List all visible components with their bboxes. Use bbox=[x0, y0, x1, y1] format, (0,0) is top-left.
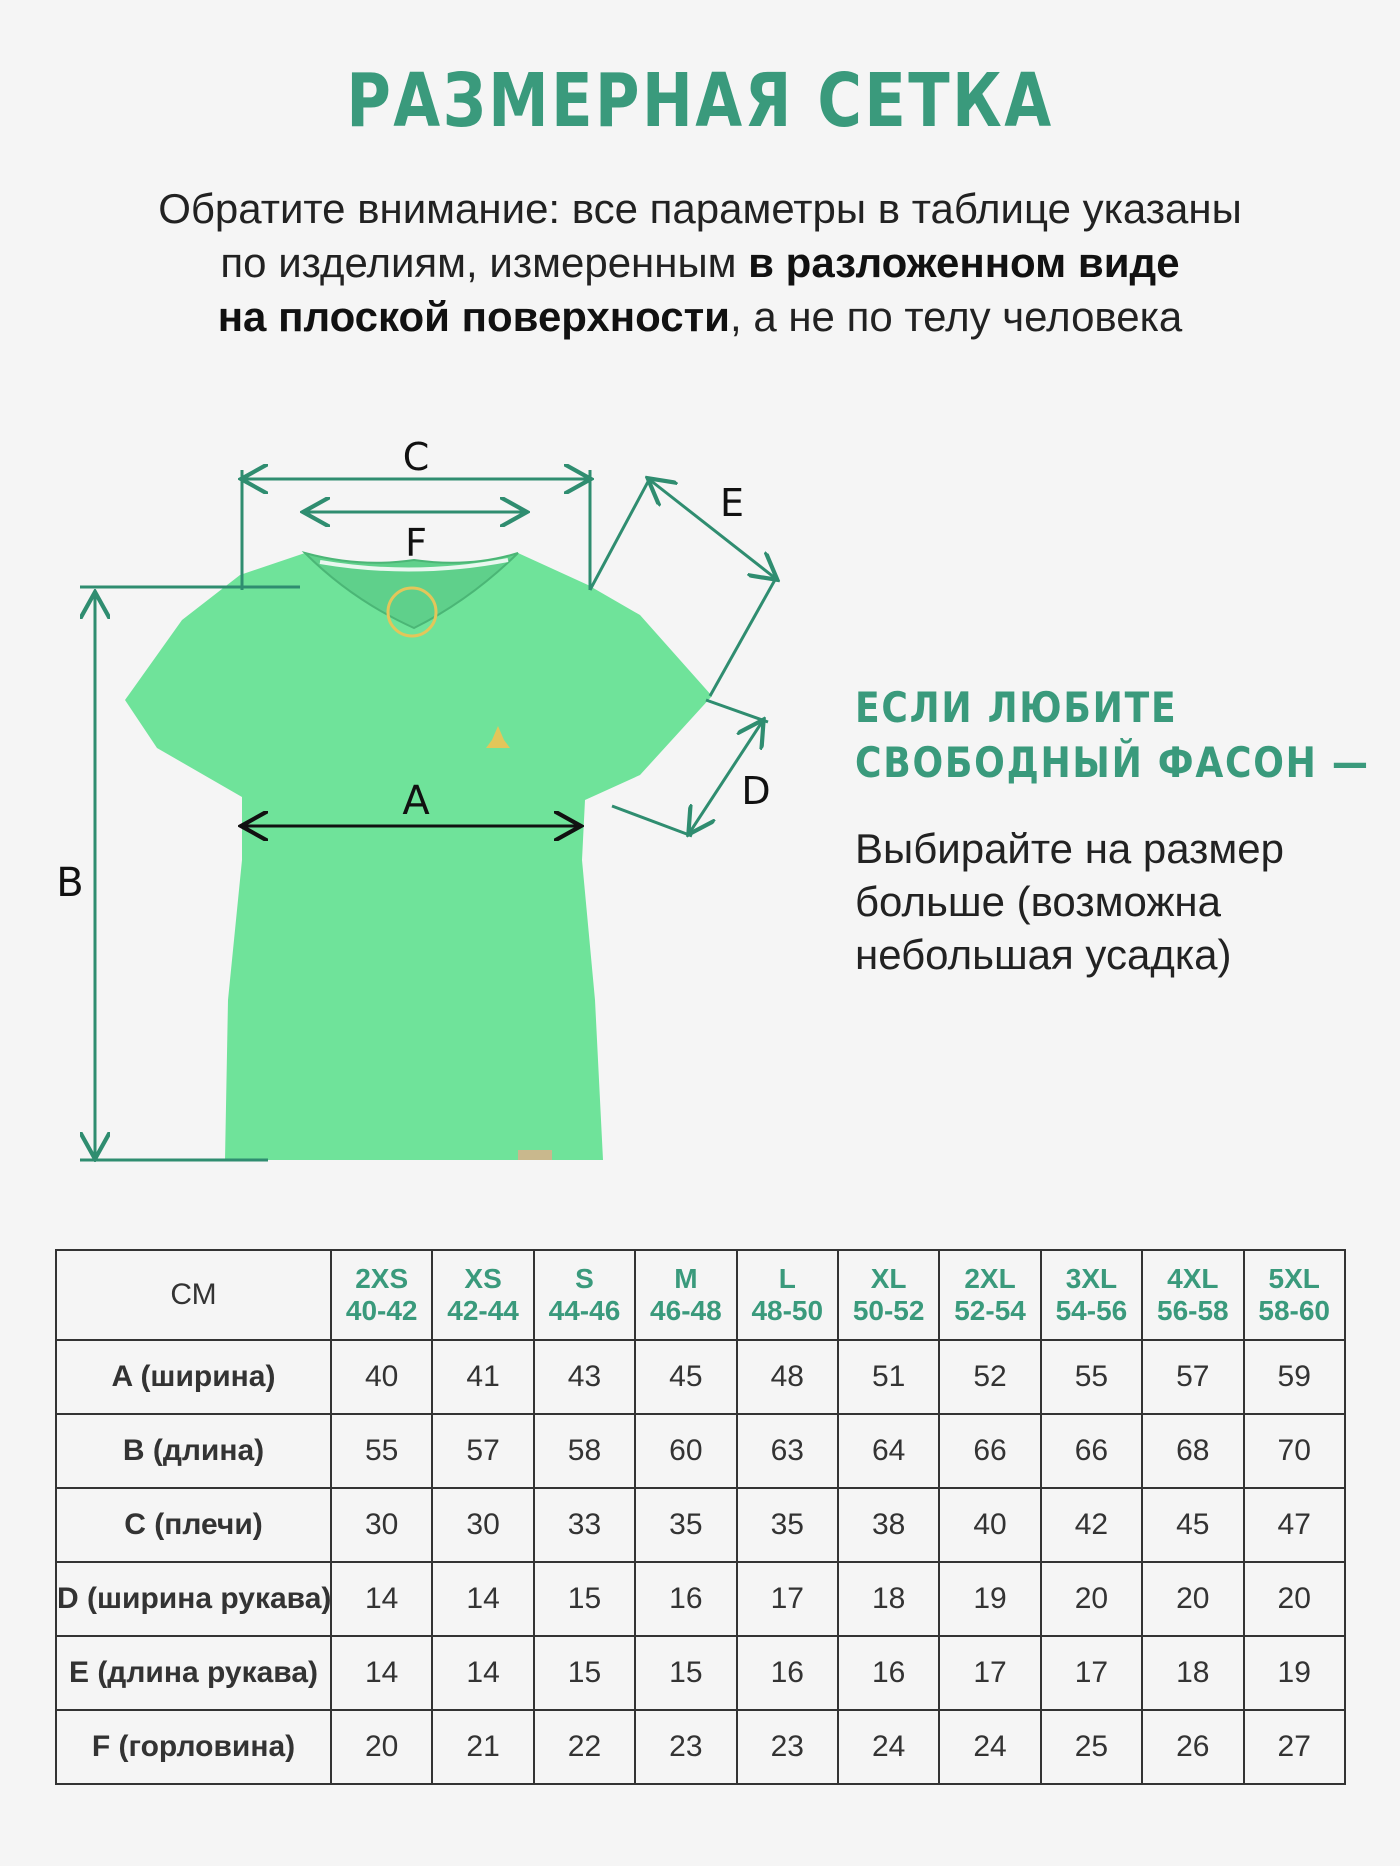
row-description: (длина рукава) bbox=[88, 1656, 319, 1689]
notice-line-2-normal: по изделиям, измеренным bbox=[220, 239, 749, 286]
table-cell: 15 bbox=[534, 1562, 635, 1636]
table-cell: 21 bbox=[432, 1710, 533, 1784]
table-cell: 18 bbox=[838, 1562, 939, 1636]
size-header bbox=[1142, 1250, 1243, 1340]
table-cell: 52 bbox=[939, 1340, 1040, 1414]
size-header bbox=[1041, 1250, 1142, 1340]
size-header bbox=[737, 1250, 838, 1340]
table-cell: 33 bbox=[534, 1488, 635, 1562]
row-description: (плечи) bbox=[145, 1508, 263, 1541]
size-range: 48-50 bbox=[751, 1295, 824, 1326]
table-cell: 68 bbox=[1142, 1414, 1243, 1488]
table-row bbox=[56, 1488, 1345, 1562]
size-label: M bbox=[674, 1263, 698, 1294]
table-cell: 16 bbox=[635, 1562, 736, 1636]
size-label: 2XL bbox=[964, 1263, 1016, 1294]
fit-tip-body-line-2: больше (возможна bbox=[855, 878, 1221, 925]
table-cell: 17 bbox=[737, 1562, 838, 1636]
table-cell: 23 bbox=[737, 1710, 838, 1784]
table-row bbox=[56, 1340, 1345, 1414]
table-cell: 16 bbox=[737, 1636, 838, 1710]
size-label: 5XL bbox=[1268, 1263, 1320, 1294]
size-range: 42-44 bbox=[447, 1295, 519, 1326]
table-cell: 18 bbox=[1142, 1636, 1243, 1710]
table-cell: 19 bbox=[1244, 1636, 1345, 1710]
size-label: 4XL bbox=[1167, 1263, 1219, 1294]
table-row bbox=[56, 1636, 1345, 1710]
size-label: XL bbox=[870, 1263, 907, 1294]
table-cell: 20 bbox=[1244, 1562, 1345, 1636]
table-cell: 24 bbox=[939, 1710, 1040, 1784]
size-header bbox=[1244, 1250, 1345, 1340]
label-b: B bbox=[56, 860, 84, 906]
size-header bbox=[635, 1250, 736, 1340]
fit-tip-body-line-3: небольшая усадка) bbox=[855, 931, 1232, 978]
table-cell: 14 bbox=[331, 1636, 432, 1710]
table-cell: 38 bbox=[838, 1488, 939, 1562]
label-c: C bbox=[402, 435, 430, 479]
row-label bbox=[56, 1562, 331, 1636]
table-cell: 20 bbox=[331, 1710, 432, 1784]
table-cell: 14 bbox=[432, 1636, 533, 1710]
table-cell: 20 bbox=[1041, 1562, 1142, 1636]
row-description: (горловина) bbox=[110, 1730, 296, 1763]
size-label: 3XL bbox=[1065, 1263, 1118, 1294]
fit-tip-heading bbox=[855, 680, 1370, 790]
size-range: 56-58 bbox=[1157, 1295, 1229, 1326]
notice-line-1: Обратите внимание: все параметры в таблице указаны bbox=[158, 185, 1242, 232]
tshirt-diagram bbox=[0, 420, 860, 1180]
table-cell: 42 bbox=[1041, 1488, 1142, 1562]
size-label: L bbox=[778, 1263, 796, 1294]
label-d: D bbox=[741, 769, 771, 813]
table-cell: 20 bbox=[1142, 1562, 1243, 1636]
measure-e-tick-bottom bbox=[710, 578, 776, 696]
row-description: (ширина) bbox=[132, 1360, 276, 1393]
table-cell: 30 bbox=[432, 1488, 533, 1562]
table-cell: 57 bbox=[432, 1414, 533, 1488]
notice-line-3-normal: , а не по телу человека bbox=[729, 293, 1183, 340]
fit-tip-body bbox=[855, 822, 1375, 981]
label-e: E bbox=[719, 481, 745, 525]
table-cell: 48 bbox=[737, 1340, 838, 1414]
table-cell: 16 bbox=[838, 1636, 939, 1710]
table-cell: 66 bbox=[939, 1414, 1040, 1488]
table-cell: 26 bbox=[1142, 1710, 1243, 1784]
table-cell: 55 bbox=[1041, 1340, 1142, 1414]
table-cell: 70 bbox=[1244, 1414, 1345, 1488]
table-cell: 43 bbox=[534, 1340, 635, 1414]
table-cell: 35 bbox=[737, 1488, 838, 1562]
measure-e-tick-top bbox=[590, 478, 650, 590]
table-cell: 14 bbox=[331, 1562, 432, 1636]
size-label: 2XS bbox=[355, 1263, 409, 1294]
table-cell: 60 bbox=[635, 1414, 736, 1488]
size-header bbox=[838, 1250, 939, 1340]
row-label bbox=[56, 1340, 331, 1414]
size-table bbox=[55, 1249, 1346, 1785]
size-header bbox=[432, 1250, 533, 1340]
table-cell: 57 bbox=[1142, 1340, 1243, 1414]
row-label bbox=[56, 1414, 331, 1488]
table-row bbox=[56, 1710, 1345, 1784]
row-letter: F bbox=[91, 1730, 111, 1763]
table-cell: 59 bbox=[1244, 1340, 1345, 1414]
table-cell: 27 bbox=[1244, 1710, 1345, 1784]
table-cell: 47 bbox=[1244, 1488, 1345, 1562]
table-cell: 17 bbox=[939, 1636, 1040, 1710]
table-cell: 30 bbox=[331, 1488, 432, 1562]
table-cell: 23 bbox=[635, 1710, 736, 1784]
table-cell: 24 bbox=[838, 1710, 939, 1784]
row-letter: E bbox=[68, 1656, 89, 1689]
hem-tag bbox=[518, 1150, 552, 1160]
table-cell: 55 bbox=[331, 1414, 432, 1488]
table-cell: 40 bbox=[331, 1340, 432, 1414]
fit-tip-body-line-1: Выбирайте на размер bbox=[855, 825, 1285, 872]
table-cell: 14 bbox=[432, 1562, 533, 1636]
unit-header: СМ bbox=[56, 1250, 331, 1340]
measurement-notice bbox=[0, 182, 1400, 344]
table-cell: 40 bbox=[939, 1488, 1040, 1562]
table-cell: 17 bbox=[1041, 1636, 1142, 1710]
size-range: 44-46 bbox=[548, 1295, 621, 1326]
size-range: 46-48 bbox=[650, 1295, 722, 1326]
size-label: XS bbox=[464, 1263, 502, 1294]
row-label bbox=[56, 1488, 331, 1562]
table-cell: 15 bbox=[635, 1636, 736, 1710]
notice-line-2-bold: в разложенном виде bbox=[748, 239, 1180, 286]
measure-d-tick-top bbox=[706, 700, 768, 722]
table-cell: 15 bbox=[534, 1636, 635, 1710]
measure-d-tick-bottom bbox=[612, 806, 692, 836]
size-range: 54-56 bbox=[1055, 1295, 1128, 1326]
size-range: 50-52 bbox=[852, 1295, 925, 1326]
table-cell: 64 bbox=[838, 1414, 939, 1488]
fit-tip-heading-line-2: СВОБОДНЫЙ ФАСОН — bbox=[855, 738, 1370, 787]
table-cell: 66 bbox=[1041, 1414, 1142, 1488]
tshirt-shape bbox=[125, 553, 712, 1160]
size-table-body bbox=[56, 1340, 1345, 1784]
table-cell: 45 bbox=[635, 1340, 736, 1414]
table-cell: 63 bbox=[737, 1414, 838, 1488]
table-cell: 22 bbox=[534, 1710, 635, 1784]
size-range: 52-54 bbox=[954, 1295, 1026, 1326]
row-letter: C bbox=[124, 1508, 146, 1541]
measure-e-line bbox=[650, 480, 775, 578]
row-letter: A bbox=[111, 1360, 133, 1393]
row-label bbox=[56, 1710, 331, 1784]
table-cell: 35 bbox=[635, 1488, 736, 1562]
table-cell: 58 bbox=[534, 1414, 635, 1488]
row-label bbox=[56, 1636, 331, 1710]
row-description: (ширина рукава) bbox=[78, 1582, 332, 1615]
size-range: 40-42 bbox=[345, 1295, 418, 1326]
size-label: S bbox=[575, 1263, 594, 1294]
label-a: A bbox=[402, 778, 430, 824]
size-header bbox=[534, 1250, 635, 1340]
notice-line-2 bbox=[0, 236, 1400, 290]
size-range: 58-60 bbox=[1258, 1295, 1331, 1326]
table-cell: 19 bbox=[939, 1562, 1040, 1636]
table-row bbox=[56, 1414, 1345, 1488]
notice-line-3 bbox=[0, 290, 1400, 344]
size-header bbox=[331, 1250, 432, 1340]
notice-line-3-bold: на плоской поверхности bbox=[217, 293, 730, 340]
table-cell: 45 bbox=[1142, 1488, 1243, 1562]
row-letter: B bbox=[122, 1434, 145, 1467]
row-description: (длина) bbox=[144, 1434, 265, 1467]
table-cell: 51 bbox=[838, 1340, 939, 1414]
size-table-header bbox=[56, 1250, 1345, 1340]
page-title: РАЗМЕРНАЯ СЕТКА bbox=[346, 58, 1054, 144]
table-row bbox=[56, 1562, 1345, 1636]
table-cell: 41 bbox=[432, 1340, 533, 1414]
row-letter: D bbox=[57, 1582, 79, 1615]
fit-tip-heading-line-1: ЕСЛИ ЛЮБИТЕ bbox=[855, 683, 1178, 732]
table-cell: 25 bbox=[1041, 1710, 1142, 1784]
size-header bbox=[939, 1250, 1040, 1340]
label-f: F bbox=[405, 521, 427, 565]
